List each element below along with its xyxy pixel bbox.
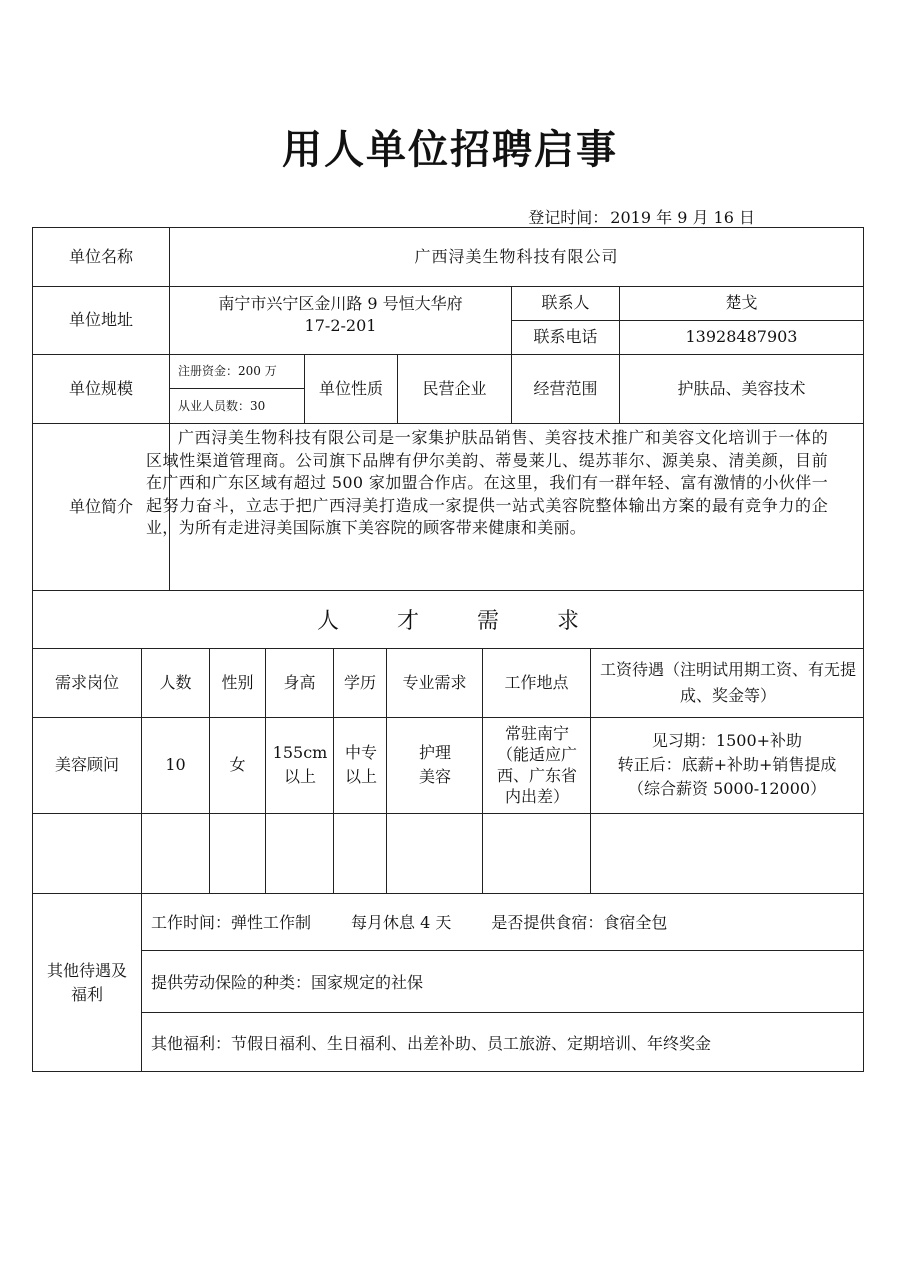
intro-label: 单位简介 xyxy=(68,496,133,516)
monthly-rest: 每月休息 4 天 xyxy=(351,913,452,932)
salary-probation: 见习期：1500+补助 xyxy=(651,731,803,750)
header-count: 人数 xyxy=(159,672,192,692)
contact-label: 联系人 xyxy=(541,293,590,312)
row-education: 中专以上 xyxy=(344,743,377,786)
header-major: 专业需求 xyxy=(402,672,467,692)
company-nature: 民营企业 xyxy=(422,378,487,398)
rule xyxy=(33,813,863,814)
form-table xyxy=(32,227,864,1072)
company-name: 广西浔美生物科技有限公司 xyxy=(414,247,619,266)
row-location: 常驻南宁（能适应广西、广东省内出差） xyxy=(496,724,577,806)
salary-range: （综合薪资 5000-12000） xyxy=(627,779,827,798)
nature-label: 单位性质 xyxy=(318,378,383,398)
business-scope: 护肤品、美容技术 xyxy=(677,378,806,398)
board-lodging: 是否提供食宿：食宿全包 xyxy=(491,913,668,932)
header-education: 学历 xyxy=(343,672,376,692)
row-position: 美容顾问 xyxy=(54,755,119,774)
registration-value: 2019 年 9 月 16 日 xyxy=(610,208,755,227)
address-block xyxy=(170,288,511,342)
address-line-2: 17-2-201 xyxy=(304,316,377,335)
address-label: 单位地址 xyxy=(68,310,133,329)
row-gender: 女 xyxy=(229,755,246,774)
welfare-label: 其他待遇及福利 xyxy=(46,960,127,1004)
work-time: 工作时间：弹性工作制 xyxy=(151,913,312,932)
welfare-row-worktime xyxy=(151,893,667,950)
name-label: 单位名称 xyxy=(68,247,133,266)
scope-label: 经营范围 xyxy=(533,378,598,398)
row-count: 10 xyxy=(165,755,186,774)
welfare-row-insurance xyxy=(151,950,423,1012)
registration-date xyxy=(528,205,755,228)
row-height: 155cm 以上 xyxy=(272,743,328,786)
salary-regular: 转正后：底薪+补助+销售提成 xyxy=(617,755,837,774)
header-gender: 性别 xyxy=(221,672,254,692)
phone-number: 13928487903 xyxy=(685,327,798,346)
address-line-1: 南宁市兴宁区金川路 9 号恒大华府 xyxy=(218,294,463,313)
header-height: 身高 xyxy=(283,672,316,692)
phone-label: 联系电话 xyxy=(533,327,598,346)
page-title: 用人单位招聘启事 xyxy=(282,127,618,173)
company-intro: 广西浔美生物科技有限公司是一家集护肤品销售、美容技术推广和美容文化培训于一体的区域性渠道管理商。公司旗下品牌有伊尔美韵、蒂曼莱儿、缇苏菲尔、源美泉、清美颜，目前在广西和广东区域有超过 500 家加盟合作店。在这里，我们有一群年轻、富有激情的小伙伴一起努力奋斗，立志于把广西浔美打造成一家提供一站式美容院整体输出方案的最有竞争力的企业，为所有走进浔美国际旗下美容院的顾客带来健康和美丽。 xyxy=(146,428,828,537)
contact-name: 楚戈 xyxy=(725,293,758,312)
registration-label: 登记时间： xyxy=(528,208,609,227)
row-major: 护理美容 xyxy=(418,743,451,786)
header-salary: 工资待遇（注明试用期工资、有无提成、奖金等） xyxy=(599,659,856,705)
header-location: 工作地点 xyxy=(504,672,569,692)
row-salary xyxy=(591,717,863,813)
header-position: 需求岗位 xyxy=(54,672,119,692)
employee-count: 从业人员数：30 xyxy=(178,398,266,413)
scale-label: 单位规模 xyxy=(68,378,133,398)
registered-capital: 注册资金：200 万 xyxy=(178,364,277,378)
talent-section-title: 人才需求 xyxy=(316,608,637,634)
other-benefits: 其他福利：节假日福利、生日福利、出差补助、员工旅游、定期培训、年终奖金 xyxy=(151,1033,712,1053)
welfare-row-others xyxy=(151,1012,711,1072)
insurance-type: 提供劳动保险的种类：国家规定的社保 xyxy=(151,972,424,992)
